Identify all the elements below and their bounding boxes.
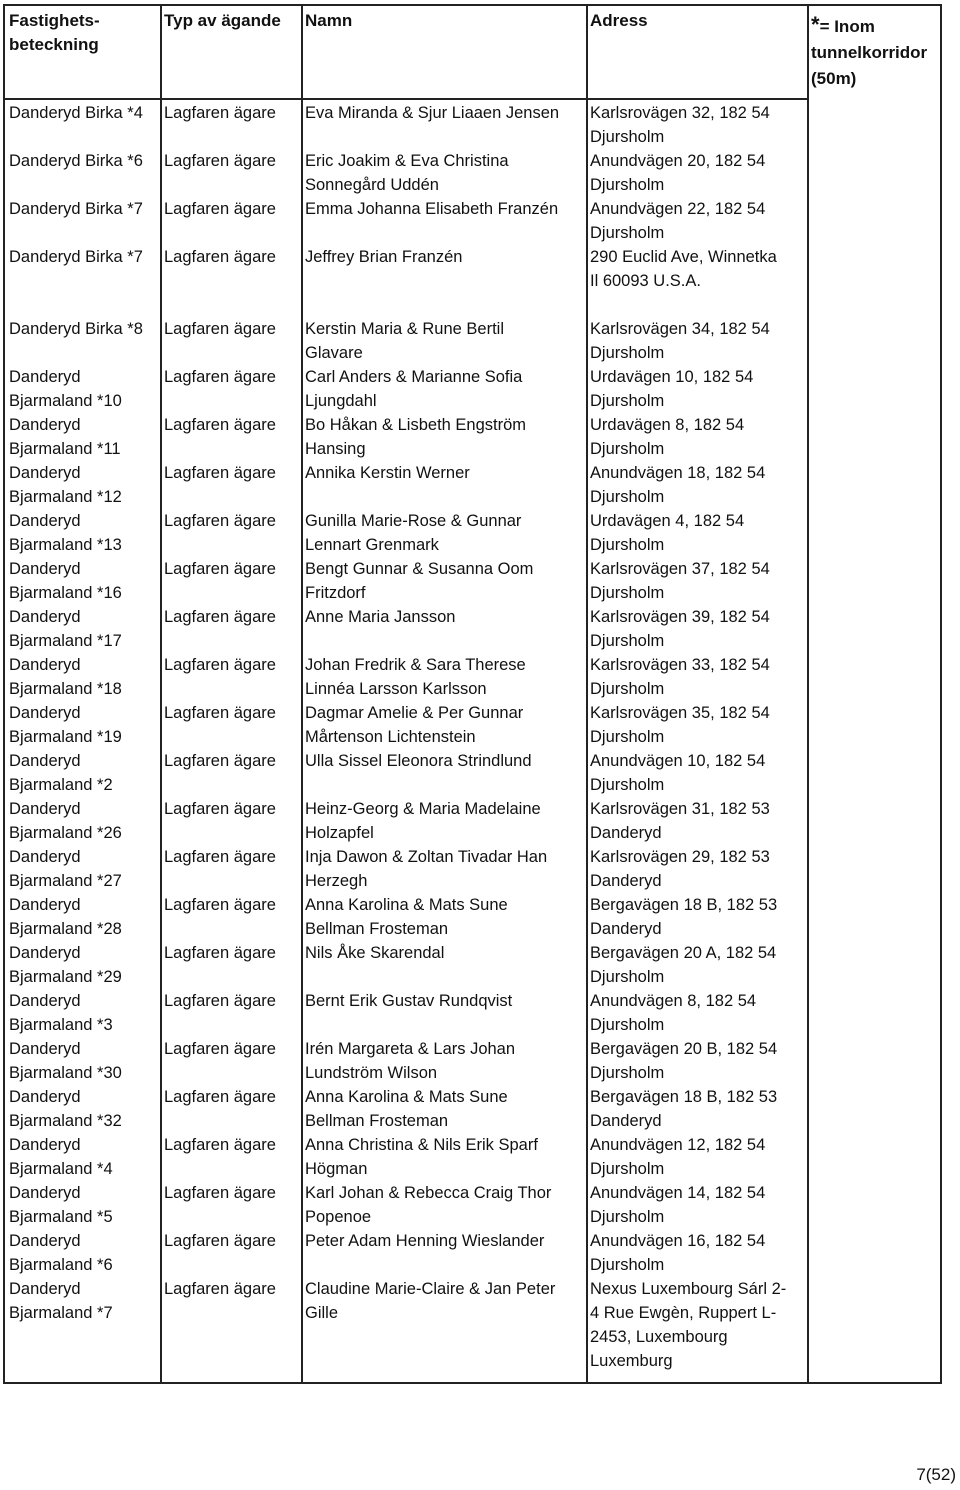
cell-text: Djursholm xyxy=(590,344,665,362)
cell-text: Bjarmaland *5 xyxy=(9,1208,113,1226)
cell-text: Lagfaren ägare xyxy=(164,464,276,482)
cell-text: Anundvägen 20, 182 54 xyxy=(590,152,766,170)
cell-text: Danderyd Birka *8 xyxy=(9,320,143,338)
cell-text: Lagfaren ägare xyxy=(164,1040,276,1058)
cell-text: Inja Dawon & Zoltan Tivadar Han xyxy=(305,848,548,866)
cell-adr xyxy=(586,1229,807,1277)
cell-text: Holzapfel xyxy=(305,824,374,842)
cell-namn xyxy=(301,701,586,749)
cell-text: Danderyd xyxy=(9,512,81,530)
cell-text: Luxemburg xyxy=(590,1352,673,1370)
header-tunnel-line1: = Inom xyxy=(819,17,875,36)
cell-text: Fritzdorf xyxy=(305,584,366,602)
cell-text: Kerstin Maria & Rune Bertil xyxy=(305,320,504,338)
header-fastighetsbeteckning xyxy=(5,6,160,98)
cell-text: Bjarmaland *18 xyxy=(9,680,122,698)
cell-typ xyxy=(160,413,301,437)
cell-text: Lagfaren ägare xyxy=(164,752,276,770)
cell-text: Danderyd xyxy=(9,464,81,482)
cell-typ xyxy=(160,1133,301,1157)
cell-text: Danderyd Birka *4 xyxy=(9,104,143,122)
cell-fast xyxy=(5,365,160,413)
cell-text: Gunilla Marie-Rose & Gunnar xyxy=(305,512,522,530)
column-divider xyxy=(807,6,809,1382)
cell-namn xyxy=(301,245,586,269)
cell-fast xyxy=(5,1085,160,1133)
cell-fast xyxy=(5,701,160,749)
cell-text: Lagfaren ägare xyxy=(164,512,276,530)
cell-text: Djursholm xyxy=(590,440,665,458)
header-star: * xyxy=(811,12,820,37)
cell-text: Gille xyxy=(305,1304,339,1322)
cell-text: Djursholm xyxy=(590,632,665,650)
cell-namn xyxy=(301,1037,586,1085)
cell-text: Eva Miranda & Sjur Liaaen Jensen xyxy=(305,104,560,122)
cell-text: Irén Margareta & Lars Johan xyxy=(305,1040,516,1058)
cell-namn xyxy=(301,797,586,845)
cell-text: Danderyd xyxy=(590,872,662,890)
cell-text: Anne Maria Jansson xyxy=(305,608,456,626)
cell-namn xyxy=(301,317,586,365)
cell-text: Claudine Marie-Claire & Jan Peter xyxy=(305,1280,556,1298)
cell-text: Danderyd xyxy=(9,1136,81,1154)
cell-text: Danderyd xyxy=(9,896,81,914)
cell-adr xyxy=(586,1181,807,1229)
cell-text: Danderyd xyxy=(9,1280,81,1298)
cell-fast xyxy=(5,989,160,1037)
cell-text: Urdavägen 4, 182 54 xyxy=(590,512,745,530)
cell-fast xyxy=(5,1229,160,1277)
cell-fast xyxy=(5,101,160,125)
cell-fast xyxy=(5,1277,160,1325)
cell-namn xyxy=(301,365,586,413)
cell-text: Lagfaren ägare xyxy=(164,200,276,218)
cell-typ xyxy=(160,149,301,173)
cell-text: Lagfaren ägare xyxy=(164,560,276,578)
cell-text: Danderyd xyxy=(9,992,81,1010)
cell-typ xyxy=(160,749,301,773)
cell-text: Karlsrovägen 35, 182 54 xyxy=(590,704,770,722)
cell-namn xyxy=(301,893,586,941)
cell-text: Popenoe xyxy=(305,1208,372,1226)
cell-text: Anundvägen 22, 182 54 xyxy=(590,200,766,218)
cell-namn xyxy=(301,149,586,197)
cell-fast xyxy=(5,557,160,605)
cell-typ xyxy=(160,653,301,677)
cell-typ xyxy=(160,797,301,821)
cell-typ xyxy=(160,701,301,725)
cell-text: Bjarmaland *26 xyxy=(9,824,122,842)
cell-namn xyxy=(301,101,586,125)
cell-text: Lagfaren ägare xyxy=(164,1184,276,1202)
cell-text: Karlsrovägen 32, 182 54 xyxy=(590,104,770,122)
cell-adr xyxy=(586,557,807,605)
cell-adr xyxy=(586,149,807,197)
cell-text: Djursholm xyxy=(590,392,665,410)
cell-text: Bjarmaland *32 xyxy=(9,1112,122,1130)
cell-namn xyxy=(301,605,586,629)
cell-adr xyxy=(586,461,807,509)
cell-text: Lagfaren ägare xyxy=(164,896,276,914)
cell-fast xyxy=(5,749,160,797)
cell-text: Lundström Wilson xyxy=(305,1064,438,1082)
cell-text: Lagfaren ägare xyxy=(164,1088,276,1106)
cell-text: Mårtenson Lichtenstein xyxy=(305,728,476,746)
cell-text: Bellman Frosteman xyxy=(305,1112,449,1130)
header-adress xyxy=(586,6,807,98)
cell-text: Danderyd xyxy=(9,944,81,962)
cell-typ xyxy=(160,989,301,1013)
cell-text: Peter Adam Henning Wieslander xyxy=(305,1232,545,1250)
cell-text: Danderyd xyxy=(590,1112,662,1130)
cell-namn xyxy=(301,461,586,485)
cell-text: Ljungdahl xyxy=(305,392,377,410)
cell-text: Anundvägen 12, 182 54 xyxy=(590,1136,766,1154)
cell-text: Danderyd xyxy=(9,416,81,434)
cell-text: Lagfaren ägare xyxy=(164,848,276,866)
cell-adr xyxy=(586,413,807,461)
cell-text: Hansing xyxy=(305,440,366,458)
cell-text: Lagfaren ägare xyxy=(164,1280,276,1298)
cell-text: Danderyd xyxy=(9,656,81,674)
cell-text: Bjarmaland *16 xyxy=(9,584,122,602)
cell-adr xyxy=(586,749,807,797)
cell-fast xyxy=(5,461,160,509)
cell-text: Bjarmaland *12 xyxy=(9,488,122,506)
cell-text: Anna Karolina & Mats Sune xyxy=(305,1088,508,1106)
cell-fast xyxy=(5,317,160,341)
cell-text: Bengt Gunnar & Susanna Oom xyxy=(305,560,534,578)
cell-text: Lagfaren ägare xyxy=(164,416,276,434)
cell-text: Bjarmaland *29 xyxy=(9,968,122,986)
cell-text: Bjarmaland *28 xyxy=(9,920,122,938)
cell-text: Lagfaren ägare xyxy=(164,104,276,122)
cell-typ xyxy=(160,101,301,125)
cell-text: Bergavägen 18 B, 182 53 xyxy=(590,1088,778,1106)
header-typ-label: Typ av ägande xyxy=(164,11,281,30)
cell-text: Danderyd xyxy=(9,704,81,722)
cell-text: Ulla Sissel Eleonora Strindlund xyxy=(305,752,532,770)
header-namn xyxy=(301,6,586,98)
cell-namn xyxy=(301,1133,586,1181)
cell-adr xyxy=(586,509,807,557)
cell-text: Sonnegård Uddén xyxy=(305,176,439,194)
header-fastighet-line1: Fastighets- xyxy=(9,11,100,30)
header-adress-label: Adress xyxy=(590,11,648,30)
cell-text: Il 60093 U.S.A. xyxy=(590,272,701,290)
cell-text: Bjarmaland *6 xyxy=(9,1256,113,1274)
cell-namn xyxy=(301,1181,586,1229)
cell-text: Lagfaren ägare xyxy=(164,800,276,818)
header-namn-label: Namn xyxy=(305,11,353,30)
cell-text: Lagfaren ägare xyxy=(164,152,276,170)
cell-text: Anundvägen 14, 182 54 xyxy=(590,1184,766,1202)
cell-adr xyxy=(586,317,807,365)
cell-text: Karl Johan & Rebecca Craig Thor xyxy=(305,1184,552,1202)
cell-text: Bjarmaland *13 xyxy=(9,536,122,554)
cell-text: Dagmar Amelie & Per Gunnar xyxy=(305,704,524,722)
cell-fast xyxy=(5,1133,160,1181)
page-number: 7(52) xyxy=(916,1465,956,1484)
cell-adr xyxy=(586,101,807,149)
cell-typ xyxy=(160,557,301,581)
cell-text: Bjarmaland *30 xyxy=(9,1064,122,1082)
cell-text: Djursholm xyxy=(590,1064,665,1082)
cell-adr xyxy=(586,605,807,653)
cell-typ xyxy=(160,941,301,965)
cell-text: Djursholm xyxy=(590,176,665,194)
cell-adr xyxy=(586,1133,807,1181)
cell-namn xyxy=(301,989,586,1013)
cell-text: Glavare xyxy=(305,344,363,362)
cell-text: Herzegh xyxy=(305,872,368,890)
cell-text: Jeffrey Brian Franzén xyxy=(305,248,463,266)
cell-text: Bjarmaland *3 xyxy=(9,1016,113,1034)
cell-text: Urdavägen 10, 182 54 xyxy=(590,368,754,386)
cell-typ xyxy=(160,245,301,269)
cell-text: Danderyd xyxy=(590,824,662,842)
cell-text: Bjarmaland *11 xyxy=(9,440,121,458)
cell-text: Nexus Luxembourg Sárl 2- xyxy=(590,1280,787,1298)
cell-text: Danderyd xyxy=(9,800,81,818)
cell-text: Djursholm xyxy=(590,128,665,146)
cell-text: Bernt Erik Gustav Rundqvist xyxy=(305,992,513,1010)
cell-text: Lagfaren ägare xyxy=(164,1136,276,1154)
cell-fast xyxy=(5,845,160,893)
cell-fast xyxy=(5,653,160,701)
cell-text: Karlsrovägen 37, 182 54 xyxy=(590,560,770,578)
cell-text: Lennart Grenmark xyxy=(305,536,439,554)
cell-text: Danderyd Birka *6 xyxy=(9,152,143,170)
cell-fast xyxy=(5,245,160,269)
cell-text: Eric Joakim & Eva Christina xyxy=(305,152,509,170)
cell-typ xyxy=(160,605,301,629)
cell-typ xyxy=(160,1085,301,1109)
cell-namn xyxy=(301,1277,586,1325)
cell-text: Djursholm xyxy=(590,680,665,698)
cell-text: Urdavägen 8, 182 54 xyxy=(590,416,745,434)
header-fastighet-line2: beteckning xyxy=(9,35,99,54)
cell-text: Djursholm xyxy=(590,536,665,554)
cell-text: Lagfaren ägare xyxy=(164,1232,276,1250)
cell-adr xyxy=(586,365,807,413)
cell-text: Bjarmaland *2 xyxy=(9,776,113,794)
cell-text: Lagfaren ägare xyxy=(164,608,276,626)
cell-typ xyxy=(160,1037,301,1061)
cell-text: Anundvägen 10, 182 54 xyxy=(590,752,766,770)
cell-namn xyxy=(301,557,586,605)
cell-text: Danderyd xyxy=(9,1088,81,1106)
cell-fast xyxy=(5,1037,160,1085)
cell-text: Lagfaren ägare xyxy=(164,992,276,1010)
cell-text: Djursholm xyxy=(590,1016,665,1034)
cell-adr xyxy=(586,989,807,1037)
cell-text: Djursholm xyxy=(590,968,665,986)
cell-typ xyxy=(160,845,301,869)
cell-namn xyxy=(301,197,586,221)
cell-text: Karlsrovägen 31, 182 53 xyxy=(590,800,770,818)
cell-text: Carl Anders & Marianne Sofia xyxy=(305,368,523,386)
cell-namn xyxy=(301,749,586,773)
cell-text: Danderyd xyxy=(9,560,81,578)
cell-text: Djursholm xyxy=(590,776,665,794)
cell-typ xyxy=(160,197,301,221)
cell-text: Danderyd xyxy=(9,608,81,626)
cell-text: Bjarmaland *4 xyxy=(9,1160,113,1178)
cell-adr xyxy=(586,197,807,245)
cell-text: Lagfaren ägare xyxy=(164,704,276,722)
cell-text: Djursholm xyxy=(590,1256,665,1274)
cell-text: Lagfaren ägare xyxy=(164,656,276,674)
cell-typ xyxy=(160,365,301,389)
cell-text: Danderyd xyxy=(9,1232,81,1250)
cell-namn xyxy=(301,1085,586,1133)
cell-text: Anundvägen 18, 182 54 xyxy=(590,464,766,482)
cell-typ xyxy=(160,1277,301,1301)
cell-text: Linnéa Larsson Karlsson xyxy=(305,680,487,698)
cell-text: Bjarmaland *17 xyxy=(9,632,122,650)
cell-typ xyxy=(160,893,301,917)
property-table xyxy=(3,4,942,1384)
cell-fast xyxy=(5,149,160,173)
cell-namn xyxy=(301,413,586,461)
header-tunnel-line2: tunnelkorridor xyxy=(811,43,928,62)
cell-text: Danderyd xyxy=(9,368,81,386)
cell-text: Nils Åke Skarendal xyxy=(305,944,445,962)
cell-namn xyxy=(301,1229,586,1253)
cell-namn xyxy=(301,653,586,701)
cell-text: Emma Johanna Elisabeth Franzén xyxy=(305,200,559,218)
cell-adr xyxy=(586,1085,807,1133)
cell-text: Bjarmaland *7 xyxy=(9,1304,113,1322)
cell-adr xyxy=(586,245,807,293)
cell-adr xyxy=(586,1277,807,1373)
cell-namn xyxy=(301,509,586,557)
cell-text: Bergavägen 20 B, 182 54 xyxy=(590,1040,778,1058)
header-divider xyxy=(5,98,807,100)
cell-typ xyxy=(160,509,301,533)
cell-text: Danderyd xyxy=(9,1040,81,1058)
cell-fast xyxy=(5,509,160,557)
cell-fast xyxy=(5,197,160,221)
cell-adr xyxy=(586,1037,807,1085)
cell-fast xyxy=(5,797,160,845)
cell-fast xyxy=(5,1181,160,1229)
cell-text: Lagfaren ägare xyxy=(164,944,276,962)
cell-text: Lagfaren ägare xyxy=(164,248,276,266)
cell-fast xyxy=(5,893,160,941)
cell-text: Anna Karolina & Mats Sune xyxy=(305,896,508,914)
cell-text: Bjarmaland *19 xyxy=(9,728,122,746)
cell-text: Högman xyxy=(305,1160,368,1178)
cell-text: Djursholm xyxy=(590,224,665,242)
cell-typ xyxy=(160,461,301,485)
cell-fast xyxy=(5,941,160,989)
cell-text: Heinz-Georg & Maria Madelaine xyxy=(305,800,541,818)
cell-text: Karlsrovägen 39, 182 54 xyxy=(590,608,770,626)
cell-text: Bjarmaland *27 xyxy=(9,872,122,890)
cell-text: Karlsrovägen 29, 182 53 xyxy=(590,848,770,866)
cell-text: Johan Fredrik & Sara Therese xyxy=(305,656,526,674)
cell-text: Lagfaren ägare xyxy=(164,320,276,338)
cell-text: Bellman Frosteman xyxy=(305,920,449,938)
cell-fast xyxy=(5,413,160,461)
cell-text: Bjarmaland *10 xyxy=(9,392,122,410)
cell-text: Bo Håkan & Lisbeth Engström xyxy=(305,416,527,434)
cell-typ xyxy=(160,1229,301,1253)
cell-adr xyxy=(586,797,807,845)
cell-text: Djursholm xyxy=(590,728,665,746)
cell-text: Djursholm xyxy=(590,488,665,506)
cell-text: Djursholm xyxy=(590,584,665,602)
cell-text: 290 Euclid Ave, Winnetka xyxy=(590,248,777,266)
cell-typ xyxy=(160,317,301,341)
cell-text: Danderyd xyxy=(9,752,81,770)
cell-text: Anna Christina & Nils Erik Sparf xyxy=(305,1136,538,1154)
cell-adr xyxy=(586,653,807,701)
cell-text: Karlsrovägen 33, 182 54 xyxy=(590,656,770,674)
header-typ xyxy=(160,6,301,98)
cell-adr xyxy=(586,701,807,749)
cell-text: Annika Kerstin Werner xyxy=(305,464,470,482)
cell-text: Djursholm xyxy=(590,1208,665,1226)
cell-fast xyxy=(5,605,160,653)
cell-text: Anundvägen 8, 182 54 xyxy=(590,992,757,1010)
cell-namn xyxy=(301,941,586,965)
cell-text: Bergavägen 18 B, 182 53 xyxy=(590,896,778,914)
cell-text: Bergavägen 20 A, 182 54 xyxy=(590,944,777,962)
cell-adr xyxy=(586,845,807,893)
cell-text: Danderyd xyxy=(590,920,662,938)
cell-text: Anundvägen 16, 182 54 xyxy=(590,1232,766,1250)
cell-adr xyxy=(586,893,807,941)
cell-text: Danderyd Birka *7 xyxy=(9,200,143,218)
cell-namn xyxy=(301,845,586,893)
cell-text: 4 Rue Ewgèn, Ruppert L- xyxy=(590,1304,777,1322)
header-tunnelkorridor xyxy=(807,6,942,98)
cell-text: Danderyd xyxy=(9,848,81,866)
cell-typ xyxy=(160,1181,301,1205)
cell-adr xyxy=(586,941,807,989)
cell-text: Karlsrovägen 34, 182 54 xyxy=(590,320,770,338)
cell-text: Danderyd Birka *7 xyxy=(9,248,143,266)
cell-text: Danderyd xyxy=(9,1184,81,1202)
cell-text: Lagfaren ägare xyxy=(164,368,276,386)
cell-text: Djursholm xyxy=(590,1160,665,1178)
cell-text: 2453, Luxembourg xyxy=(590,1328,728,1346)
header-tunnel-line3: (50m) xyxy=(811,69,857,88)
